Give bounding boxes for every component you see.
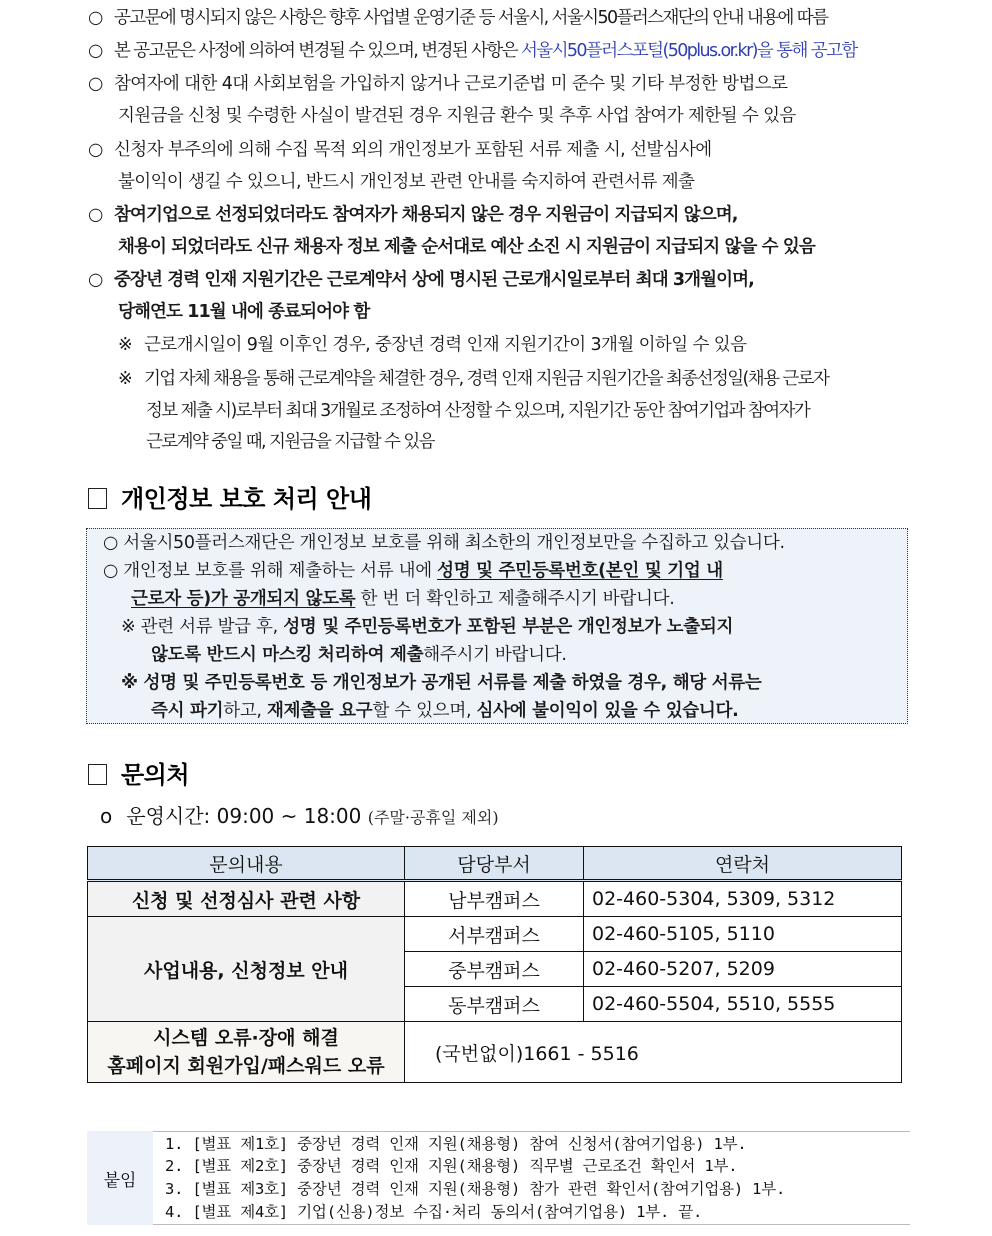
attachment-item: 3. [별표 제3호] 중장년 경력 인재 지원(채용형) 참가 관련 확인서(참여기업용) 1부.: [165, 1180, 786, 1198]
attachment-item: 1. [별표 제1호] 중장년 경력 인재 지원(채용형) 참여 신청서(참여기업용) 1부.: [165, 1135, 747, 1153]
note-item-cont: 지원금을 신청 및 수령한 사실이 발견된 경우 지원금 환수 및 추후 사업 참여가 제한될 수 있음: [118, 106, 796, 126]
inquiry-category: 신청 및 선정심사 관련 사항: [88, 881, 405, 917]
contact-table: [87, 846, 902, 1083]
table-row: [88, 1022, 902, 1083]
note-item: ○ 공고문에 명시되지 않은 사항은 향후 사업별 운영기준 등 서울시, 서울시50플러스재단의 안내 내용에 따름: [88, 8, 828, 28]
privacy-line: ○ 개인정보 보호를 위해 제출하는 서류 내에 성명 및 주민등록번호(본인 및 기업 내: [103, 561, 723, 581]
circle-bullet-icon: ○: [88, 74, 103, 94]
circle-bullet-icon: ○: [88, 41, 102, 61]
note-item-cont: 채용이 되었더라도 신규 채용자 정보 제출 순서대로 예산 소진 시 지원금이 지급되지 않을 수 있음: [118, 237, 815, 257]
privacy-line: ※ 관련 서류 발급 후, 성명 및 주민등록번호가 포함된 부분은 개인정보가 노출되지: [121, 617, 734, 637]
attachments-list: [153, 1131, 910, 1225]
circle-bullet-icon: ○: [88, 205, 103, 225]
sub-note-cont: 근로계약 중일 때, 지원금을 지급할 수 있음: [146, 432, 434, 452]
column-header: 문의내용: [88, 847, 405, 881]
phone-number: 02-460-5207, 5209: [584, 952, 902, 987]
sub-note-cont: 정보 제출 시)로부터 최대 3개월로 조정하여 산정할 수 있으며, 지원기간 동안 참여기업과 참여자가: [146, 401, 810, 421]
column-header: 연락처: [584, 847, 902, 881]
table-header-row: [88, 847, 902, 881]
reference-mark-icon: ※: [118, 335, 133, 355]
operating-hours: o 운영시간: 09:00 ~ 18:00 (주말·공휴일 제외): [100, 804, 499, 828]
attachment-item: 2. [별표 제2호] 중장년 경력 인재 지원(채용형) 직무별 근로조건 확인서 1부.: [165, 1157, 738, 1175]
phone-number: (국번없이)1661 - 5516: [405, 1022, 902, 1083]
note-item: ○ 본 공고문은 사정에 의하여 변경될 수 있으며, 변경된 사항은 서울시50플러스포털(50plus.or.kr)을 통해 공고함: [88, 41, 857, 61]
sub-note: ※ 기업 자체 채용을 통해 근로계약을 체결한 경우, 경력 인재 지원금 지원기간을 최종선정일(채용 근로자: [118, 369, 829, 389]
privacy-line: ○ 서울시50플러스재단은 개인정보 보호를 위해 최소한의 개인정보만을 수집하고 있습니다.: [103, 533, 785, 553]
inquiry-category: 사업내용, 신청정보 안내: [88, 917, 405, 1022]
circle-bullet-icon: ○: [88, 8, 102, 28]
section-title-contact: 문의처: [88, 760, 189, 790]
note-item-cont: 당해연도 11월 내에 종료되어야 함: [118, 302, 370, 322]
privacy-line: 근로자 등)가 공개되지 않도록 한 번 더 확인하고 제출해주시기 바랍니다.: [131, 589, 675, 609]
circle-bullet-icon: ○: [88, 270, 103, 290]
note-item: ○ 참여기업으로 선정되었더라도 참여자가 채용되지 않은 경우 지원금이 지급되지 않으며,: [88, 205, 738, 225]
sub-note: ※ 근로개시일이 9월 이후인 경우, 중장년 경력 인재 지원기간이 3개월 이하일 수 있음: [118, 335, 747, 355]
phone-number: 02-460-5105, 5110: [584, 917, 902, 952]
checkbox-square-icon: [88, 488, 107, 509]
circle-bullet-icon: ○: [88, 140, 103, 160]
section-title-privacy: 개인정보 보호 처리 안내: [88, 484, 371, 514]
privacy-line: 즉시 파기하고, 재제출을 요구할 수 있으며, 심사에 불이익이 있을 수 있습니다.: [151, 701, 739, 721]
checkbox-square-icon: [88, 764, 107, 785]
note-item: ○ 중장년 경력 인재 지원기간은 근로계약서 상에 명시된 근로개시일로부터 최대 3개월이며,: [88, 270, 754, 290]
privacy-line: 않도록 반드시 마스킹 처리하여 제출해주시기 바랍니다.: [151, 645, 567, 665]
portal-link[interactable]: 서울시50플러스포털(50plus.or.kr)을 통해 공고함: [520, 41, 857, 61]
privacy-notice-box: [86, 528, 908, 724]
reference-mark-icon: ※: [118, 369, 132, 389]
table-row: [88, 881, 902, 917]
department: 중부캠퍼스: [405, 952, 584, 987]
note-item: ○ 신청자 부주의에 의해 수집 목적 외의 개인정보가 포함된 서류 제출 시, 선발심사에: [88, 140, 712, 160]
attachments-label: 붙임: [87, 1131, 153, 1225]
department: 남부캠퍼스: [405, 881, 584, 917]
table-row: [88, 917, 902, 952]
attachment-item: 4. [별표 제4호] 기업(신용)정보 수집·처리 동의서(참여기업용) 1부. 끝.: [165, 1203, 703, 1221]
note-item: ○ 참여자에 대한 4대 사회보험을 가입하지 않거나 근로기준법 미 준수 및 기타 부정한 방법으로: [88, 74, 788, 94]
privacy-line: ※ 성명 및 주민등록번호 등 개인정보가 공개된 서류를 제출 하였을 경우, 해당 서류는: [121, 673, 762, 693]
inquiry-category: 시스템 오류·장애 해결 홈페이지 회원가입/패스워드 오류: [88, 1022, 405, 1083]
attachments-block: [87, 1131, 910, 1225]
department: 서부캠퍼스: [405, 917, 584, 952]
phone-number: 02-460-5304, 5309, 5312: [584, 881, 902, 917]
phone-number: 02-460-5504, 5510, 5555: [584, 987, 902, 1022]
department: 동부캠퍼스: [405, 987, 584, 1022]
column-header: 담당부서: [405, 847, 584, 881]
bullet-icon: o: [100, 804, 113, 828]
note-item-cont: 불이익이 생길 수 있으니, 반드시 개인정보 관련 안내를 숙지하여 관련서류 제출: [118, 172, 695, 192]
